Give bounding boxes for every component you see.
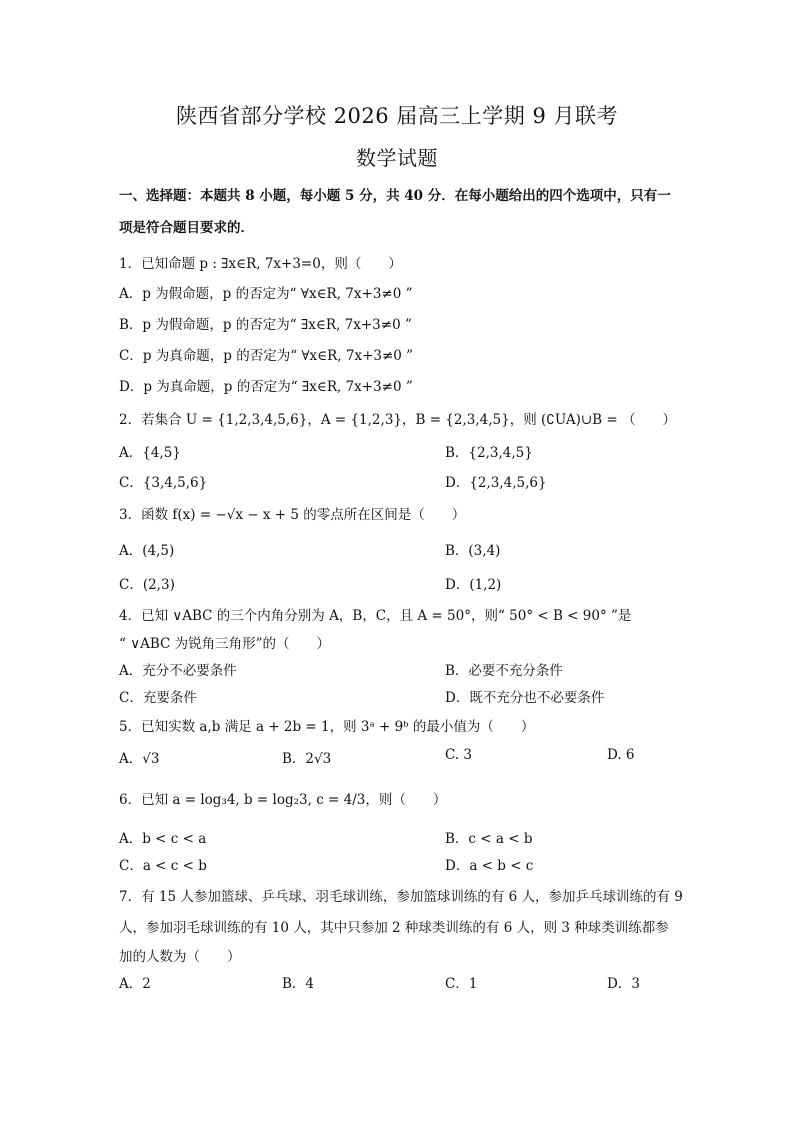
question-3-option-c: C．(2,3)	[119, 577, 175, 593]
question-4-option-a: A．充分不必要条件	[119, 663, 237, 679]
question-7-option-c: C．1	[445, 976, 478, 992]
question-4-stem-line1: 4．已知 ∨ABC 的三个内角分别为 A，B，C，且 A = 50°，则“ 50° < B < 90° ”是	[119, 608, 632, 624]
question-1-option-b: B．p 为假命题，p 的否定为“ ∃x∈R, 7x+3≠0 ”	[119, 317, 412, 333]
question-4-option-b: B．必要不充分条件	[445, 663, 563, 679]
question-4-stem-line2: “ ∨ABC 为锐角三角形”的（ ）	[119, 636, 331, 652]
question-5-option-a: A．√3	[119, 751, 160, 767]
question-7-stem-line3: 加的人数为（ ）	[119, 949, 241, 965]
question-4-option-c: C．充要条件	[119, 690, 197, 706]
question-7-stem-line2: 人，参加羽毛球训练的有 10 人，其中只参加 2 种球类训练的有 6 人，则 3 种球类训练都参	[119, 920, 669, 936]
question-3-option-d: D．(1,2)	[445, 577, 502, 593]
question-7-option-b: B．4	[282, 976, 315, 992]
question-5-option-b: B．2√3	[282, 751, 332, 767]
exam-subtitle: 数学试题	[356, 146, 438, 170]
section-instructions-line1: 一、选择题：本题共 8 小题，每小题 5 分，共 40 分．在每小题给出的四个选项中，只有一	[119, 188, 671, 204]
exam-title: 陕西省部分学校 2026 届高三上学期 9 月联考	[175, 104, 618, 128]
question-6-option-d: D．a < b < c	[445, 858, 534, 874]
question-5-option-d: D. 6	[607, 747, 635, 763]
question-2-option-d: D．{2,3,4,5,6}	[445, 475, 547, 491]
question-2-option-c: C．{3,4,5,6}	[119, 475, 208, 491]
question-5-option-c: C. 3	[445, 747, 473, 763]
question-1-option-d: D．p 为真命题，p 的否定为“ ∃x∈R, 7x+3≠0 ”	[119, 379, 413, 395]
question-6-option-c: C．a < c < b	[119, 858, 207, 874]
question-5-stem: 5．已知实数 a,b 满足 a + 2b = 1，则 3ᵃ + 9ᵇ 的最小值为（ ）	[119, 719, 535, 735]
question-6-option-a: A．b < c < a	[119, 831, 207, 847]
question-1-stem: 1．已知命题 p : ∃x∈R, 7x+3=0，则（ ）	[119, 256, 402, 272]
question-2-stem: 2．若集合 U = {1,2,3,4,5,6}，A = {1,2,3}，B = {2,3,4,5}，则 (∁UA)∪B = （ ）	[119, 412, 676, 428]
question-3-stem: 3．函数 f(x) = −√x − x + 5 的零点所在区间是（ ）	[119, 507, 466, 523]
question-1-option-c: C．p 为真命题，p 的否定为“ ∀x∈R, 7x+3≠0 ”	[119, 348, 414, 364]
question-7-option-a: A．2	[119, 976, 151, 992]
question-4-option-d: D．既不充分也不必要条件	[445, 690, 605, 706]
section-instructions-line2: 项是符合题目要求的．	[119, 220, 254, 236]
question-1-option-a: A．p 为假命题，p 的否定为“ ∀x∈R, 7x+3≠0 ”	[119, 286, 413, 302]
question-3-option-a: A．(4,5)	[119, 543, 175, 559]
question-2-option-b: B．{2,3,4,5}	[445, 445, 533, 461]
question-7-stem-line1: 7．有 15 人参加篮球、乒乓球、羽毛球训练，参加篮球训练的有 6 人，参加乒乓球训练的有 9	[119, 889, 683, 905]
question-6-stem: 6．已知 a = log₃4, b = log₂3, c = 4/3，则（ ）	[119, 792, 447, 808]
question-2-option-a: A．{4,5}	[119, 445, 181, 461]
question-6-option-b: B．c < a < b	[445, 831, 533, 847]
question-7-option-d: D．3	[607, 976, 640, 992]
question-3-option-b: B．(3,4)	[445, 543, 501, 559]
